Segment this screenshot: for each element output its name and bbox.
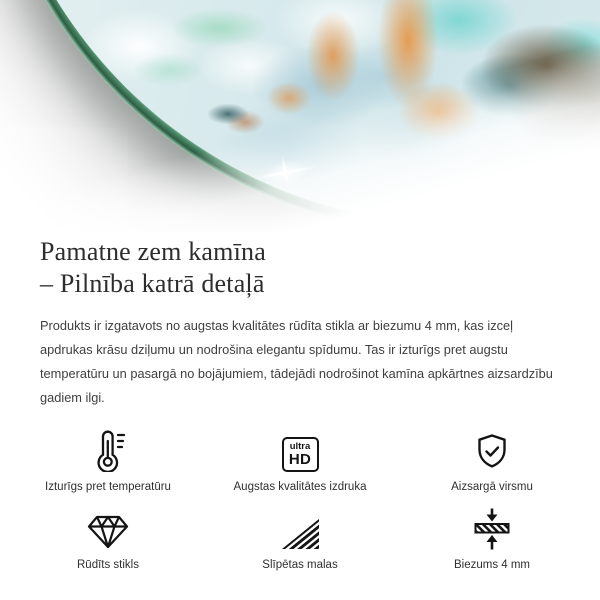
product-description: Produkts ir izgatavots no augstas kvalitātes rūdīta stikla ar biezumu 4 mm, kas izceļ apdrukas krāsu dziļumu un nodrošina elegantu spīdumu. Tas ir izturīgs pret augstu temperatūru un pasargā no bojājumiem, tādejādi nodrošinot kamīna apkārtnes aizsardzību gadiem ilgi. <box>40 318 553 405</box>
uhd-badge-top-text: ultra <box>289 441 311 453</box>
feature-item <box>396 504 588 572</box>
glass-thickness-icon <box>472 504 512 550</box>
uhd-badge-bottom-text: HD <box>288 450 312 468</box>
shield-check-icon <box>472 426 512 472</box>
feature-item <box>204 504 396 572</box>
page-title <box>40 236 600 300</box>
feature-label: Augstas kvalitātes izdruka <box>233 481 367 493</box>
hero-fade-overlay <box>0 0 600 232</box>
feature-item <box>12 504 204 572</box>
ultra-hd-badge-icon <box>282 426 319 472</box>
product-hero-image <box>0 0 600 232</box>
feature-label: Izturīgs pret temperatūru <box>45 481 171 493</box>
feature-label: Slīpētas malas <box>262 559 338 571</box>
page-title-line2: – Pilnība katrā detaļā <box>40 269 265 298</box>
diamond-icon <box>86 504 130 550</box>
page-title-line1: Pamatne zem kamīna <box>40 237 266 266</box>
feature-grid <box>0 426 600 572</box>
thermometer-heat-icon <box>87 426 129 472</box>
feature-item <box>396 426 588 494</box>
feature-label: Biezums 4 mm <box>453 559 531 571</box>
beveled-edges-icon <box>280 504 320 550</box>
feature-item <box>12 426 204 494</box>
feature-label: Rūdīts stikls <box>77 559 139 571</box>
feature-item <box>204 426 396 494</box>
feature-label: Aizsargā virsmu <box>451 481 533 493</box>
